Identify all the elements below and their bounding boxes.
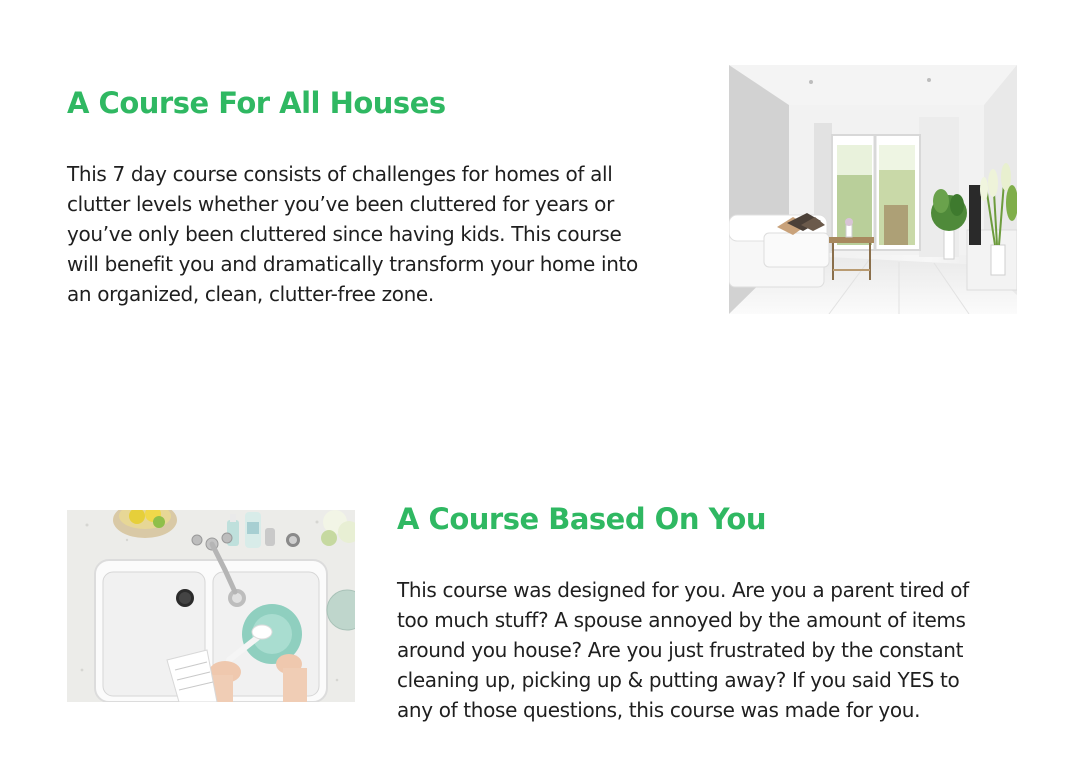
paragraph-line: too much stuff? A spouse annoyed by the amount of items: [397, 608, 966, 632]
paragraph-line: will benefit you and dramatically transform your home into: [67, 252, 638, 276]
living-room-image: [729, 65, 1017, 314]
section-paragraph-based-on-you: [397, 575, 1037, 725]
paragraph-line: This 7 day course consists of challenges for homes of all: [67, 162, 613, 186]
paragraph-line: around you house? Are you just frustrated by the constant: [397, 638, 964, 662]
section-paragraph-all-houses: [67, 159, 707, 309]
section-heading-based-on-you: A Course Based On You: [397, 502, 766, 536]
paragraph-line: an organized, clean, clutter-free zone.: [67, 282, 434, 306]
paragraph-line: cleaning up, picking up & putting away? If you said YES to: [397, 668, 960, 692]
paragraph-line: you’ve only been cluttered since having kids. This course: [67, 222, 622, 246]
kitchen-sink-image: [67, 510, 355, 702]
paragraph-line: clutter levels whether you’ve been cluttered for years or: [67, 192, 614, 216]
section-heading-all-houses: A Course For All Houses: [67, 86, 446, 120]
paragraph-line: This course was designed for you. Are you a parent tired of: [397, 578, 969, 602]
paragraph-line: any of those questions, this course was made for you.: [397, 698, 921, 722]
